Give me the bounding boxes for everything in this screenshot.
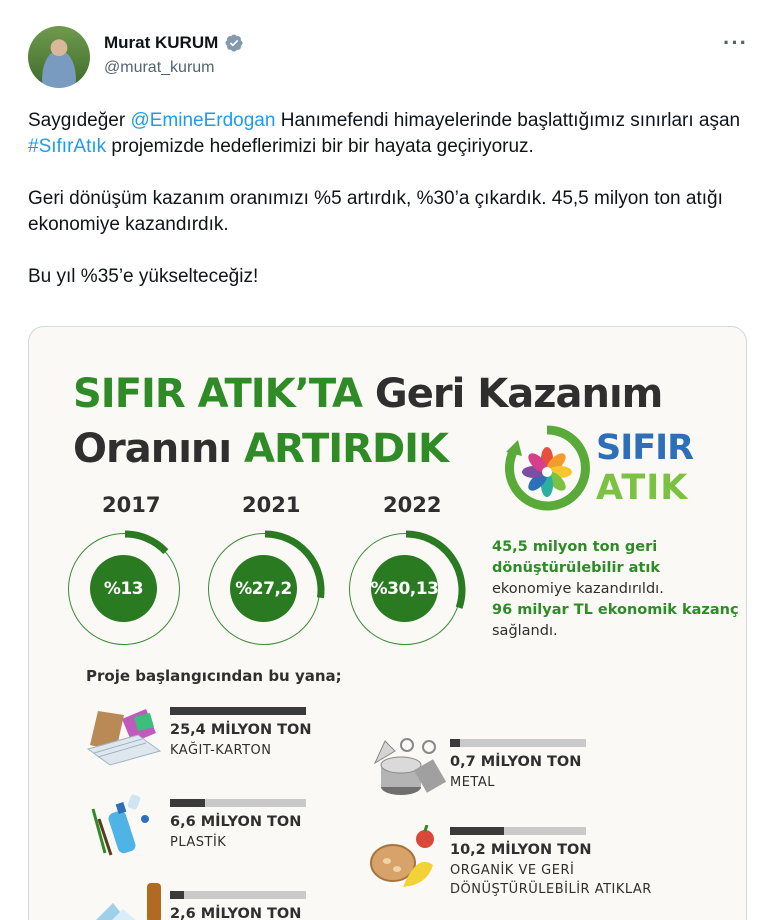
material-amount: 2,6 MİLYON TON [170,906,302,920]
material-bar-fill [450,739,460,747]
material-amount: 0,7 MİLYON TON [450,754,582,770]
paper-cardboard-icon [84,705,164,767]
material-item [170,799,370,852]
mention-link[interactable]: @EmineErdogan [130,110,276,131]
recycle-flower-icon [504,424,590,514]
progress-ring [349,533,461,645]
tweet-paragraph-3: Bu yıl %35’e yükselteceğiz! [28,266,259,287]
text-segment: Saygıdeğer [28,110,131,131]
text-segment: Hanımefendi himayelerinde başlattığımız sınırları aşan [275,110,741,131]
headline-line-1 [73,367,662,422]
material-amount: 10,2 MİLYON TON [450,842,592,858]
material-bar-fill [170,707,306,715]
summary-text [492,537,742,642]
verified-badge-icon [224,33,244,53]
material-label: METAL [450,775,495,790]
progress-ring [208,533,320,645]
plastic-bottle-icon [89,789,159,859]
author-display-name[interactable]: Murat KURUM [104,33,219,52]
material-item [170,891,306,920]
headline-green-1: SIFIR ATIK’TA [73,371,362,417]
progress-ring [68,533,180,645]
material-bar-fill [170,799,205,807]
material-bar-fill [170,891,184,899]
material-amount: 6,6 MİLYON TON [170,814,302,830]
percentage-value: %13 [90,555,157,622]
hashtag-link[interactable]: #SıfırAtık [28,136,107,157]
material-item [450,739,650,792]
summary-bold-2: 96 milyar TL ekonomik kazanç [492,602,739,618]
material-label: KAĞIT-KARTON [170,743,272,758]
sifir-atik-logo [504,424,734,514]
more-options-icon[interactable]: ··· [723,30,748,55]
year-label: 2021 [242,493,301,517]
headline-dark-1: Geri Kazanım [361,371,663,417]
material-bar [170,891,306,899]
headline-dark-2: Oranını [73,426,245,472]
text-segment: projemizde hedeflerimizi bir bir hayata geçiriyoruz. [106,136,534,157]
material-bar [450,739,586,747]
summary-bold-1: 45,5 milyon ton geri dönüştürülebilir atık [492,539,660,576]
headline-green-2: ARTIRDIK [244,426,449,472]
material-bar [450,827,586,835]
metal-can-icon [367,733,447,803]
material-amount: 25,4 MİLYON TON [170,722,312,738]
organic-waste-icon [367,825,447,895]
author-handle[interactable]: @murat_kurum [104,59,215,76]
year-label: 2017 [102,493,161,517]
material-bar-fill [450,827,504,835]
logo-text-atik: ATIK [596,468,689,508]
logo-text-sifir: SIFIR [596,428,694,468]
tweet-paragraph-2: Geri dönüşüm kazanım oranımızı %5 artırdık, %30’a çıkardık. 45,5 milyon ton atığı ekonomiye kazandırdık. [28,188,723,235]
tweet-paragraph-1 [28,108,748,160]
material-label: PLASTİK [170,835,227,850]
summary-plain-1: ekonomiye kazandırıldı. [492,581,664,597]
percentage-value: %30,13 [371,555,438,622]
tweet-text [28,108,748,316]
material-item [170,707,370,760]
material-bar [170,799,306,807]
summary-plain-2: sağlandı. [492,623,558,639]
material-item [450,827,680,899]
glass-bottle-icon [89,879,169,920]
since-start-label: Proje başlangıcından bu yana; [86,667,342,685]
percentage-value: %27,2 [230,555,297,622]
author-name-row [104,33,244,53]
material-bar [170,707,306,715]
avatar[interactable] [28,26,90,88]
year-label: 2022 [383,493,442,517]
infographic-image[interactable] [28,326,747,920]
material-label: ORGANİK VE GERİ DÖNÜŞTÜRÜLEBİLİR ATIKLAR [450,863,652,897]
